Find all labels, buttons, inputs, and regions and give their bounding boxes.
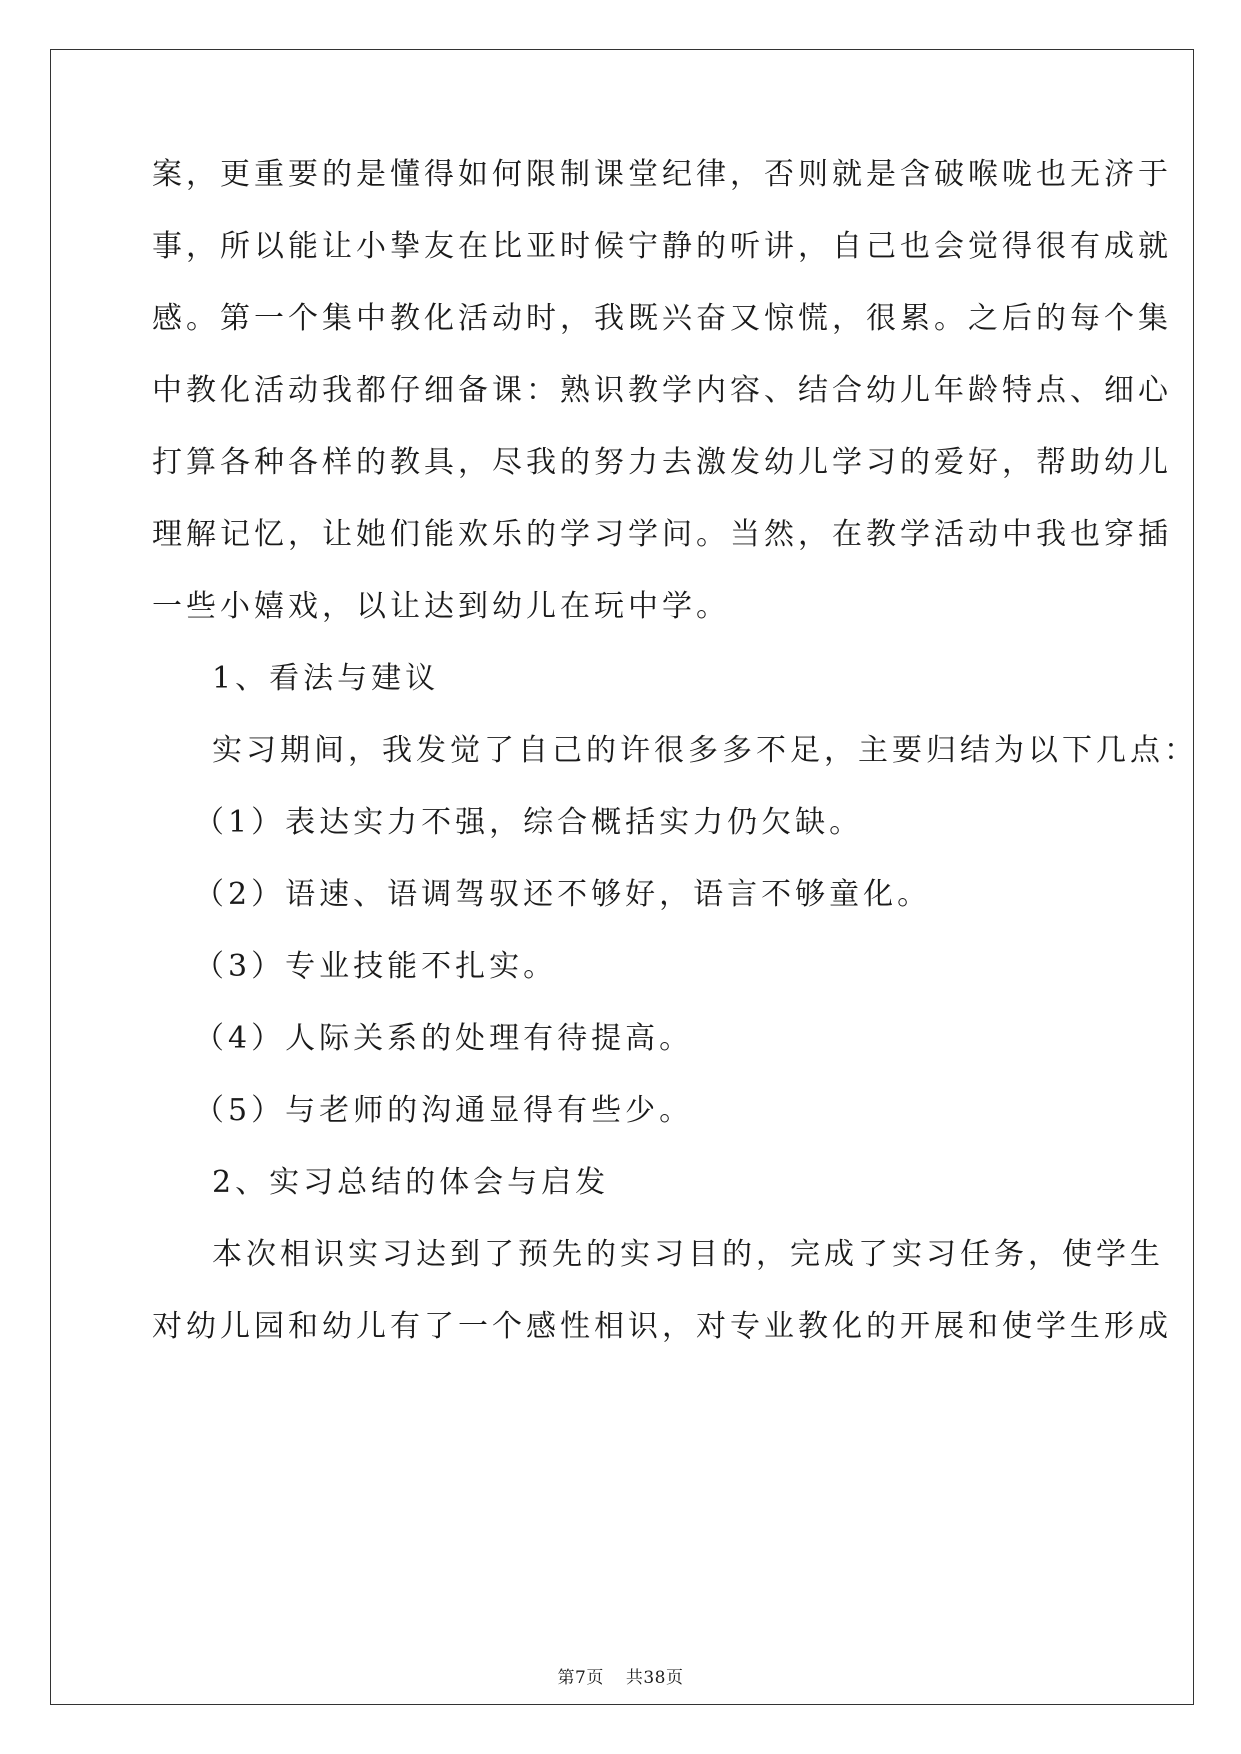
section-heading: 1、看法与建议 bbox=[212, 661, 440, 696]
page-footer bbox=[0, 1666, 1241, 1690]
page-number: 第7页 bbox=[557, 1668, 604, 1688]
paragraph-line: 感。第一个集中教化活动时，我既兴奋又惊慌，很累。之后的每个集 bbox=[152, 301, 1172, 336]
paragraph-line: 打算各种各样的教具，尽我的努力去激发幼儿学习的爱好，帮助幼儿 bbox=[152, 445, 1172, 480]
paragraph-line: 本次相识实习达到了预先的实习目的，完成了实习任务，使学生 bbox=[212, 1237, 1164, 1272]
list-item: （4）人际关系的处理有待提高。 bbox=[194, 1021, 694, 1056]
paragraph-line: 一些小嬉戏，以让达到幼儿在玩中学。 bbox=[152, 589, 730, 624]
paragraph-line: 对幼儿园和幼儿有了一个感性相识，对专业教化的开展和使学生形成 bbox=[152, 1309, 1172, 1344]
list-item: （2）语速、语调驾驭还不够好，语言不够童化。 bbox=[194, 877, 932, 912]
page-total: 共38页 bbox=[625, 1668, 684, 1688]
paragraph-line: 中教化活动我都仔细备课：熟识教学内容、结合幼儿年龄特点、细心 bbox=[152, 373, 1172, 408]
paragraph-line: 理解记忆，让她们能欢乐的学习学问。当然，在教学活动中我也穿插 bbox=[152, 517, 1172, 552]
paragraph-line: 事，所以能让小挚友在比亚时候宁静的听讲，自己也会觉得很有成就 bbox=[152, 229, 1172, 264]
list-item: （1）表达实力不强，综合概括实力仍欠缺。 bbox=[194, 805, 864, 840]
paragraph-line: 案，更重要的是懂得如何限制课堂纪律，否则就是含破喉咙也无济于 bbox=[152, 157, 1172, 192]
paragraph-line: 实习期间，我发觉了自己的许很多多不足，主要归结为以下几点： bbox=[212, 733, 1198, 768]
list-item: （5）与老师的沟通显得有些少。 bbox=[194, 1093, 694, 1128]
list-item: （3）专业技能不扎实。 bbox=[194, 949, 558, 984]
section-heading: 2、实习总结的体会与启发 bbox=[212, 1165, 610, 1200]
